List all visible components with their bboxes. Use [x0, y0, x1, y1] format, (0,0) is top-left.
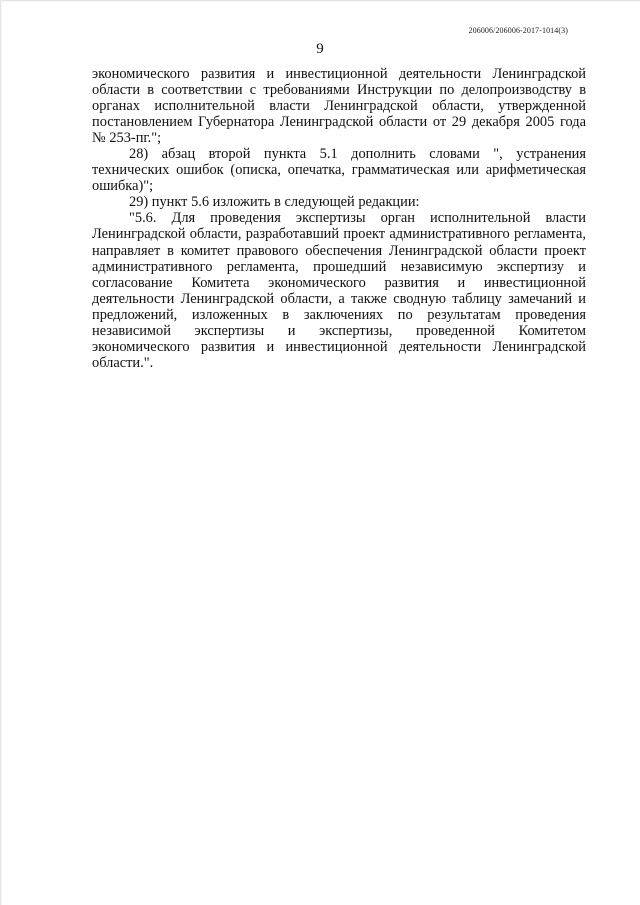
document-body: [92, 66, 586, 371]
document-code: 206006/206006-2017-1014(3): [468, 26, 568, 35]
paragraph-clause-5-6: "5.6. Для проведения экспертизы орган исполнительной власти Ленинградской области, разработавший проект административного регламента, направляет в комитет правового обеспечения Ленинградской области проект административного регламента, прошедший независимую экспертизу и согласование Комитета экономического развития и инвестиционной деятельности Ленинградской области, а также сводную таблицу замечаний и предложений, изложенных в заключениях по результатам проведения независимой экспертизы и экспертизы, проведенной Комитетом экономического развития и инвестиционной деятельности Ленинградской области.".: [92, 210, 586, 371]
scan-edge-left: [0, 0, 2, 905]
paragraph-item-29: 29) пункт 5.6 изложить в следующей редакции:: [129, 194, 420, 211]
paragraph-continuation: экономического развития и инвестиционной деятельности Ленинградской области в соответствии с требованиями Инструкции по делопроизводству в органах исполнительной власти Ленинградской области, утвержденной постановлением Губернатора Ленинградской области от 29 декабря 2005 года № 253-пг.";: [92, 66, 586, 147]
scan-edge-top: [0, 0, 640, 2]
page-number: 9: [316, 41, 324, 57]
paragraph-item-28: 28) абзац второй пункта 5.1 дополнить словами ", устранения технических ошибок (описка, опечатка, грамматическая или арифметическая ошибка)";: [92, 146, 586, 195]
